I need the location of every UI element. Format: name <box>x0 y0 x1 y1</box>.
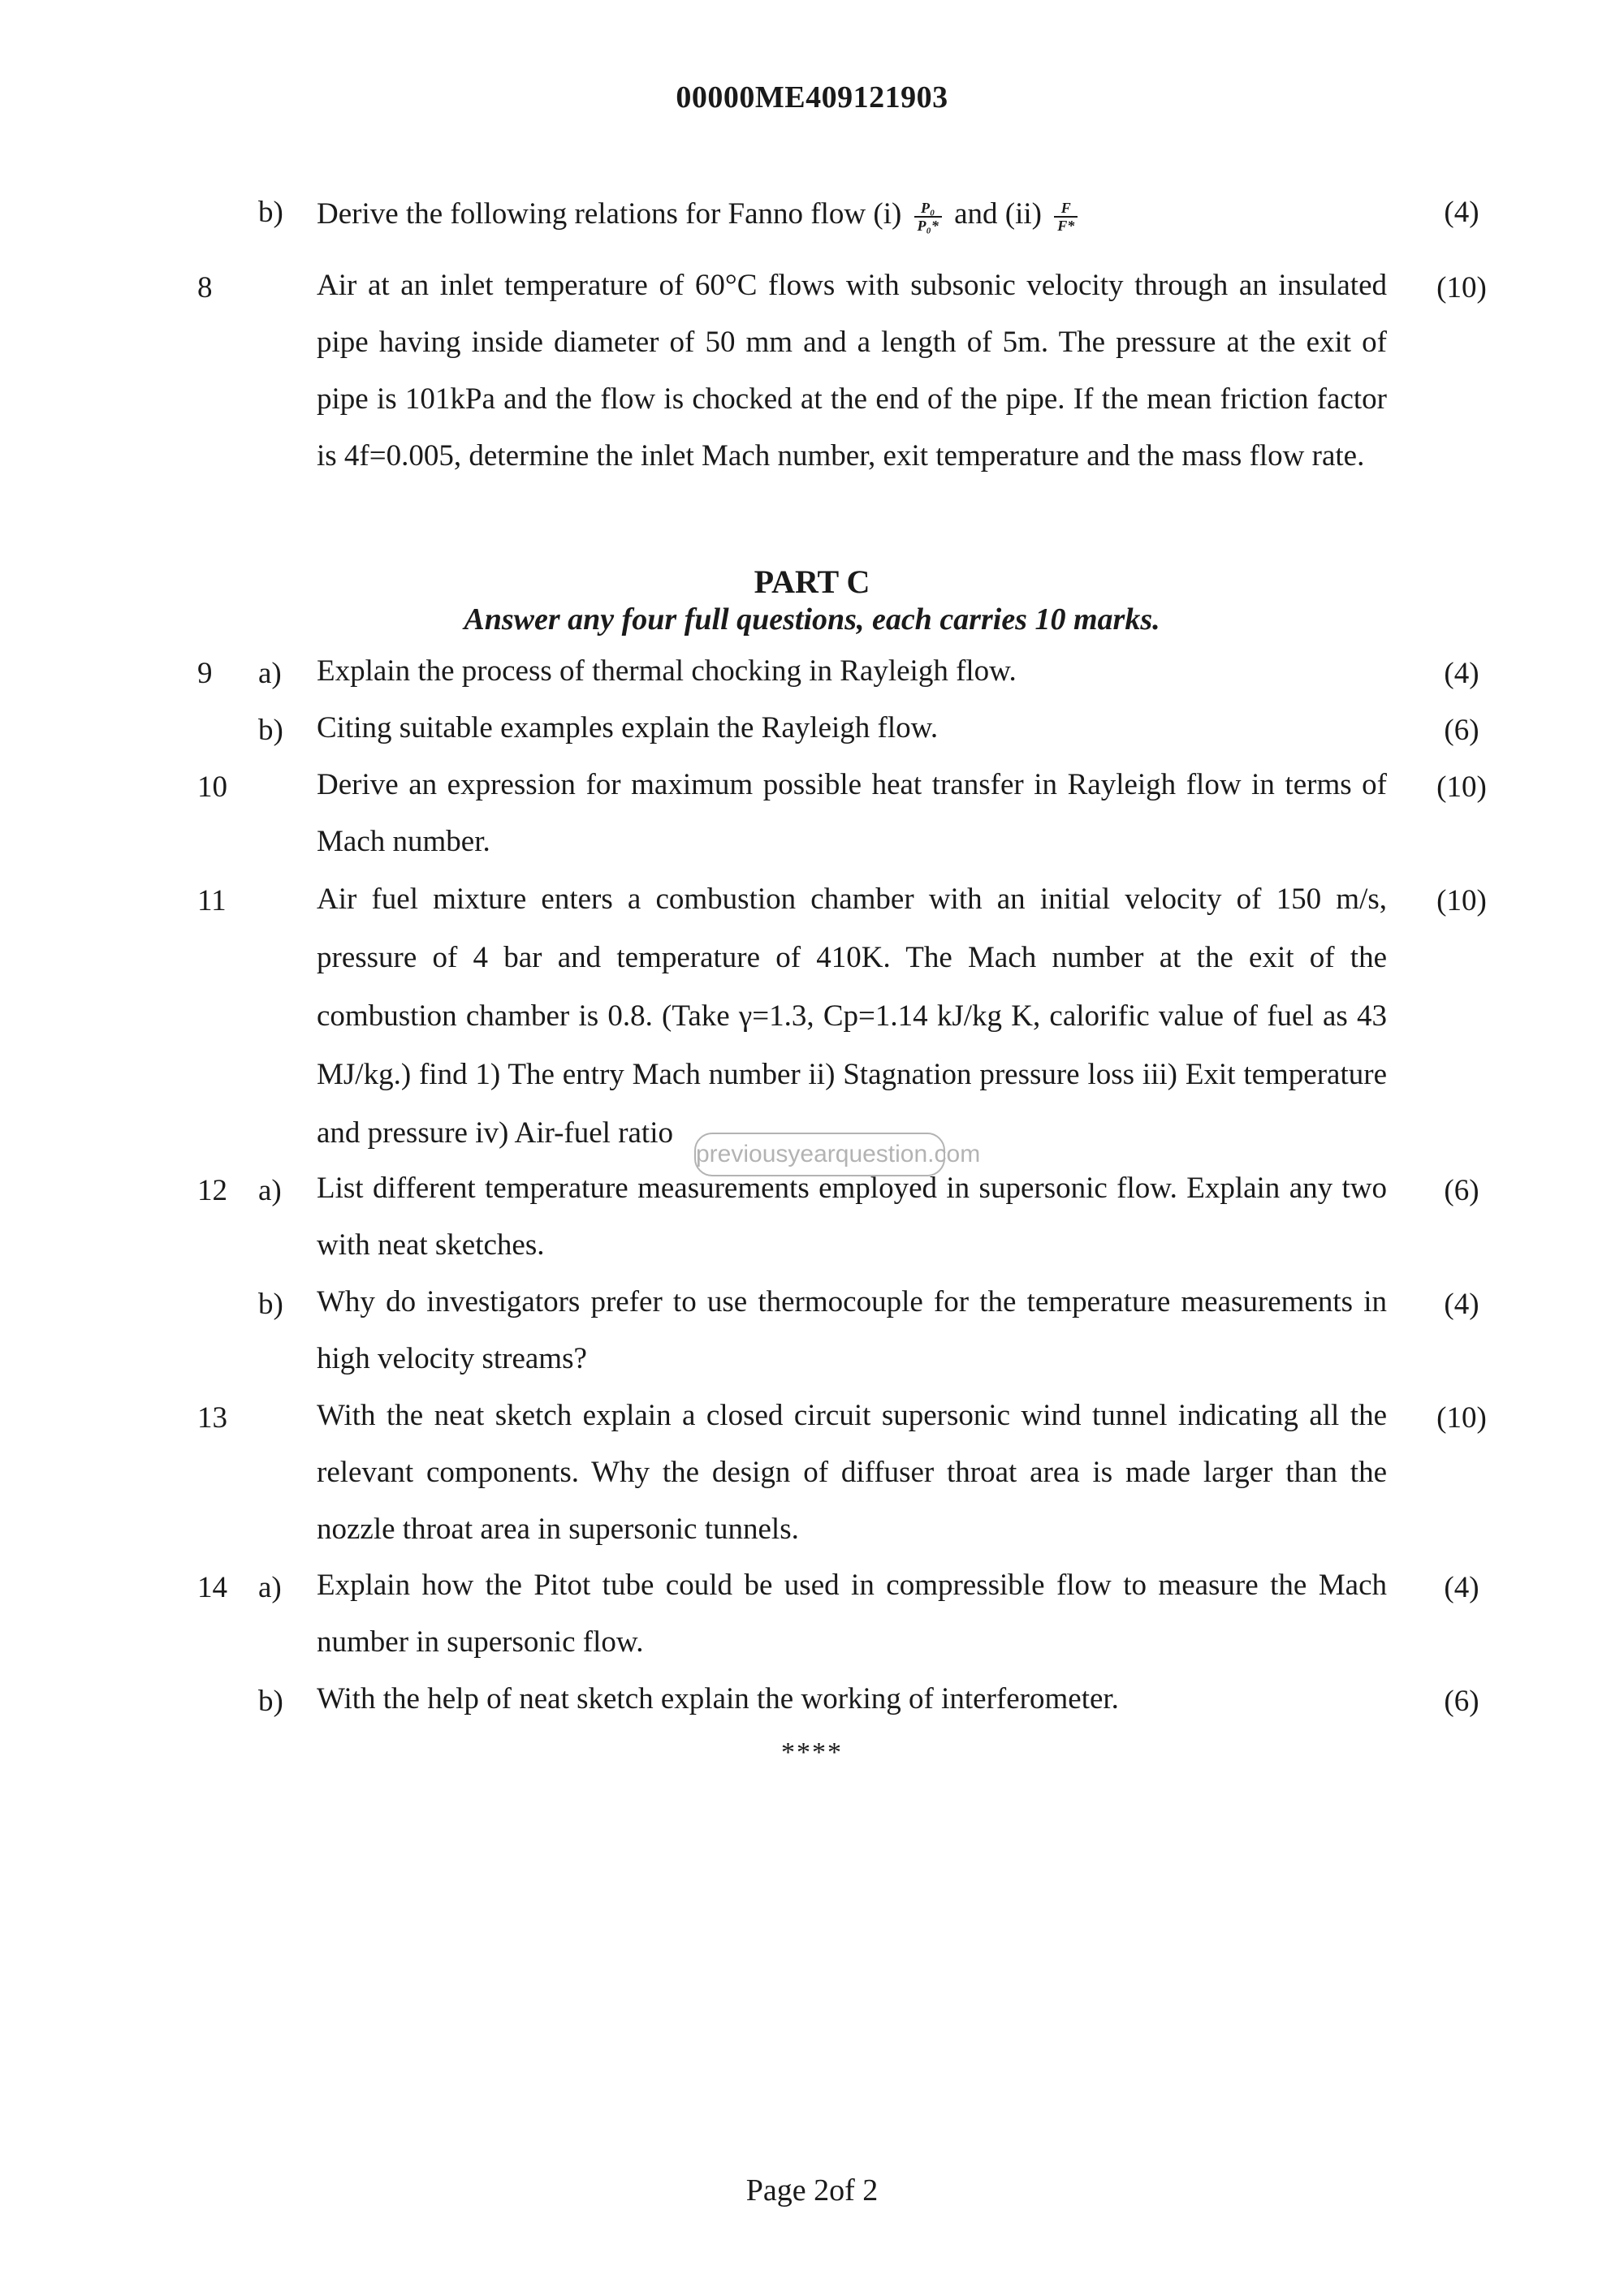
question-sub-label: a) <box>258 1174 282 1207</box>
question-marks: (10) <box>1436 271 1487 304</box>
question-marks: (6) <box>1444 1685 1479 1718</box>
question-text-part: and (ii) <box>954 197 1042 231</box>
question-text: Explain the process of thermal chocking in Rayleigh flow. <box>317 654 1017 688</box>
question-sub-label: a) <box>258 657 282 690</box>
question-marks: (4) <box>1444 657 1479 690</box>
question-sub-label: b) <box>258 1685 283 1718</box>
fraction-denominator: F* <box>1057 217 1075 234</box>
question-text: Air at an inlet temperature of 60°C flows with subsonic velocity through an insulated pipe having inside diameter of 50 mm and a length of 5m. The pressure at the exit of pipe is 101kPa and the flow is chocked at the end of the pipe. If the mean friction factor is 4f=0.005, determine the inlet Mach number, exit temperature and the mass flow rate. <box>317 269 1387 473</box>
fraction-f-over-fstar <box>1054 200 1078 234</box>
question-marks: (4) <box>1444 196 1479 229</box>
fraction-p0-over-p0star <box>914 200 942 234</box>
part-c-heading: PART C <box>754 563 870 600</box>
question-text: Derive an expression for maximum possible heat transfer in Rayleigh flow in terms of Mach number. <box>317 768 1387 858</box>
question-text <box>317 195 1387 234</box>
question-sub-label: a) <box>258 1571 282 1604</box>
fraction-numerator: P₀ <box>914 200 942 218</box>
question-marks: (6) <box>1444 1174 1479 1207</box>
fraction-numerator: F <box>1054 200 1078 218</box>
watermark-logo: previousyearquestion.com <box>694 1133 945 1176</box>
question-number: 14 <box>197 1571 227 1604</box>
question-number: 9 <box>197 657 213 690</box>
end-of-paper-mark: **** <box>781 1737 843 1767</box>
page-footer: Page 2of 2 <box>745 2173 879 2208</box>
question-sub-label: b) <box>258 1288 283 1321</box>
question-number: 10 <box>197 770 227 804</box>
question-marks: (10) <box>1436 1401 1487 1435</box>
question-marks: (6) <box>1444 714 1479 747</box>
question-marks: (10) <box>1436 770 1487 804</box>
question-number: 12 <box>197 1174 227 1207</box>
question-number: 11 <box>197 884 227 917</box>
question-marks: (10) <box>1436 884 1487 917</box>
question-text: Explain how the Pitot tube could be used in compressible flow to measure the Mach number in supersonic flow. <box>317 1569 1387 1659</box>
part-c-instruction: Answer any four full questions, each carries 10 marks. <box>464 602 1160 637</box>
question-text: Air fuel mixture enters a combustion chamber with an initial velocity of 150 m/s, pressure of 4 bar and temperature of 410K. The Mach number at the exit of the combustion chamber is 0.8. (Take γ=1.3, Cp=1.14 kJ/kg K, calorific value of fuel as 43 MJ/kg.) find 1) The entry Mach number ii) Stagnation pressure loss iii) Exit temperature and pressure iv) Air-fuel ratio <box>317 883 1387 1150</box>
question-marks: (4) <box>1444 1571 1479 1604</box>
question-text-part: Derive the following relations for Fanno flow (i) <box>317 197 902 231</box>
fraction-denominator: P₀* <box>917 217 939 234</box>
question-sub-label: b) <box>258 714 283 747</box>
question-text: Citing suitable examples explain the Rayleigh flow. <box>317 711 939 744</box>
question-text: With the help of neat sketch explain the working of interferometer. <box>317 1682 1119 1716</box>
question-text: With the neat sketch explain a closed circuit supersonic wind tunnel indicating all the relevant components. Why the design of diffuser throat area is made larger than the nozzle throat area in supersonic tunnels. <box>317 1399 1387 1546</box>
question-number: 13 <box>197 1401 227 1435</box>
question-text: Why do investigators prefer to use thermocouple for the temperature measurements in high velocity streams? <box>317 1285 1387 1375</box>
question-marks: (4) <box>1444 1288 1479 1321</box>
question-number: 8 <box>197 271 213 304</box>
paper-code: 00000ME409121903 <box>676 80 948 114</box>
question-sub-label: b) <box>258 196 283 229</box>
question-text: List different temperature measurements employed in supersonic flow. Explain any two with neat sketches. <box>317 1172 1387 1262</box>
